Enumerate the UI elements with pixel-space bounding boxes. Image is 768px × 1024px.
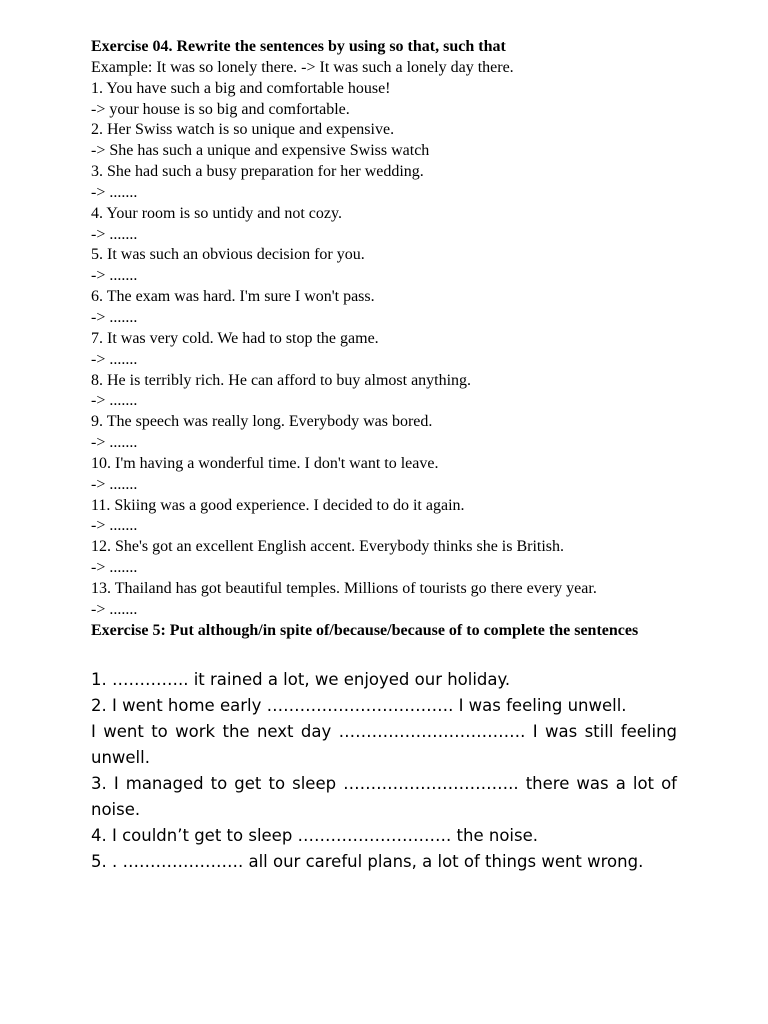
exercise4-question-11: 11. Skiing was a good experience. I decided to do it again.: [91, 496, 465, 514]
exercise4-answer-5: -> .......: [91, 267, 138, 285]
exercise5-item-2a: 2. I went home early ……………………………. I was feeling unwell.: [91, 696, 627, 715]
exercise4-answer-2: -> She has such a unique and expensive Swiss watch: [91, 142, 430, 160]
exercise5-item-1: 1. ………….. it rained a lot, we enjoyed our holiday.: [91, 670, 511, 689]
exercise4-question-4: 4. Your room is so untidy and not cozy.: [91, 204, 342, 222]
exercise4-answer-9: -> .......: [91, 434, 138, 452]
exercise4-question-3: 3. She had such a busy preparation for her wedding.: [91, 163, 424, 181]
exercise4-question-9: 9. The speech was really long. Everybody was bored.: [91, 413, 433, 431]
exercise4-question-7: 7. It was very cold. We had to stop the game.: [91, 329, 379, 347]
exercise4-question-6: 6. The exam was hard. I'm sure I won't pass.: [91, 288, 375, 306]
exercise5-item-5: 5. . …………………. all our careful plans, a lot of things went wrong.: [91, 852, 644, 871]
exercise4-answer-11: -> .......: [91, 517, 138, 535]
exercise4-answer-8: -> .......: [91, 392, 138, 410]
exercise4-example: Example: It was so lonely there. -> It was such a lonely day there.: [91, 58, 514, 76]
exercise4-answer-13: -> .......: [91, 600, 138, 618]
exercise5-item-2b: I went to work the next day ……………………………. I was still feeling unwell.: [91, 722, 677, 767]
exercise4-question-1: 1. You have such a big and comfortable house!: [91, 79, 391, 97]
exercise4-answer-10: -> .......: [91, 475, 138, 493]
exercise4-section: [91, 37, 677, 621]
exercise5-title: Exercise 5: Put although/in spite of/because/because of to complete the sentences: [91, 622, 639, 639]
exercise4-answer-1: -> your house is so big and comfortable.: [91, 100, 350, 118]
exercise4-question-2: 2. Her Swiss watch is so unique and expensive.: [91, 121, 395, 139]
exercise4-answer-7: -> .......: [91, 350, 138, 368]
exercise5-section: [91, 667, 677, 875]
exercise4-question-10: 10. I'm having a wonderful time. I don't want to leave.: [91, 454, 439, 472]
exercise4-answer-3: -> .......: [91, 183, 138, 201]
exercise4-answer-4: -> .......: [91, 225, 138, 243]
exercise4-answer-6: -> .......: [91, 308, 138, 326]
exercise5-item-3: 3. I managed to get to sleep ………………………….. there was a lot of noise.: [91, 774, 677, 819]
exercise5-item-4: 4. I couldn’t get to sleep ………………………. the noise.: [91, 826, 538, 845]
exercise4-question-12: 12. She's got an excellent English accent. Everybody thinks she is British.: [91, 538, 565, 556]
exercise4-question-8: 8. He is terribly rich. He can afford to buy almost anything.: [91, 371, 472, 389]
exercise4-question-5: 5. It was such an obvious decision for you.: [91, 246, 365, 264]
exercise4-question-13: 13. Thailand has got beautiful temples. Millions of tourists go there every year.: [91, 579, 597, 597]
exercise4-title: Exercise 04. Rewrite the sentences by using so that, such that: [91, 38, 506, 55]
exercise4-answer-12: -> .......: [91, 559, 138, 577]
